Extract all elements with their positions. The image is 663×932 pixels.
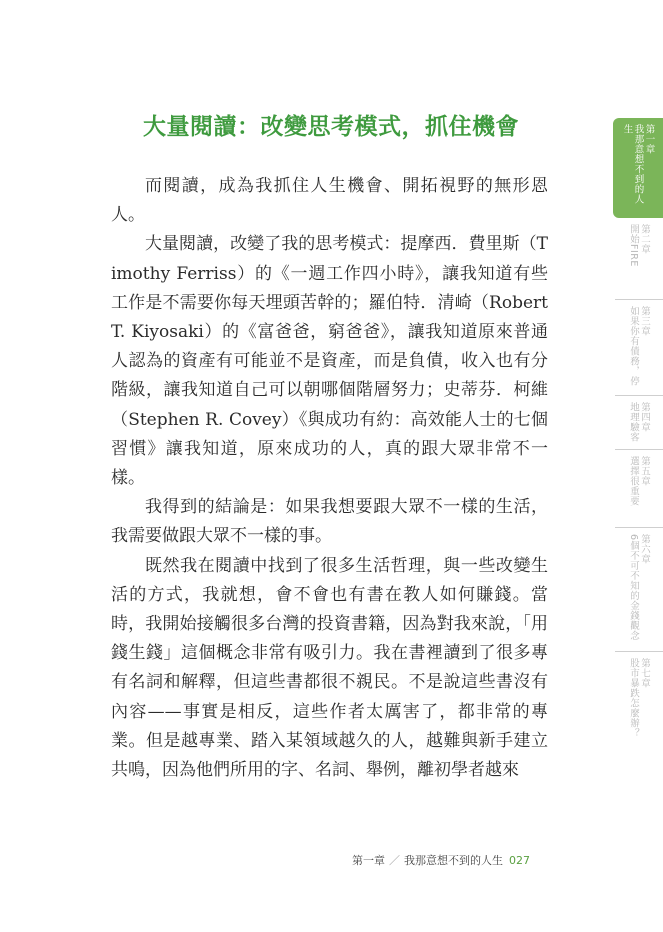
chapter-tab-title: 6個不可不知的金錢觀念 — [628, 534, 639, 641]
chapter-tab-number: 第三章 — [639, 306, 650, 336]
paragraph: 我得到的結論是：如果我想要跟大眾不一樣的生活，我需要做跟大眾不一樣的事。 — [111, 497, 548, 547]
chapter-tab-title: 選擇很重要 — [628, 456, 639, 506]
footer-chapter-title: 我那意想不到的人生 — [404, 854, 503, 867]
chapter-tab-title: 如果你有債務，停 — [628, 306, 639, 386]
chapter-tab-number: 第五章 — [639, 456, 650, 486]
chapter-tab-title: 地理驗客 — [628, 402, 639, 442]
section-title: 大量閱讀：改變思考模式，抓住機會 — [143, 113, 519, 140]
chapter-tab-number: 第六章 — [639, 534, 650, 564]
page-footer — [352, 852, 530, 868]
chapter-tab-3 — [615, 300, 663, 396]
page-number: 027 — [509, 854, 530, 867]
footer-separator: ／ — [389, 854, 400, 867]
paragraph: 而閱讀，成為我抓住人生機會、開拓視野的無形恩人。 — [111, 176, 548, 226]
chapter-tab-number: 第四章 — [639, 402, 650, 432]
footer-chapter: 第一章 — [352, 854, 385, 867]
chapter-tab-number: 第二章 — [639, 224, 650, 254]
chapter-tab-4 — [615, 396, 663, 450]
chapter-tab-number: 第一章 — [643, 124, 655, 154]
chapter-tab-1 — [613, 118, 663, 218]
chapter-tab-2 — [615, 218, 663, 300]
chapter-tab-title: 開始FIRE — [628, 224, 639, 267]
chapter-tab-title: 我那意想不到的人生 — [621, 124, 644, 204]
paragraph: 既然我在閱讀中找到了很多生活哲理，與一些改變生活的方式，我就想，會不會也有書在教人如何賺錢。當時，我開始接觸很多台灣的投資書籍，因為對我來說，「用錢生錢」這個概念非常有吸引力。我在書裡讀到了很多專有名詞和解釋，但這些書都很不親民。不是說這些書沒有內容——事實是相反，這些作者太厲害了，都非常的專業。但是越專業、踏入某領域越久的人，越難與新手建立共鳴，因為他們所用的字、名詞、舉例，離初學者越來 — [111, 555, 548, 781]
body-text — [111, 172, 548, 785]
chapter-tab-6 — [615, 528, 663, 652]
chapter-tab-title: 股市暴跌怎麼辦？ — [628, 658, 639, 738]
chapter-tab-5 — [615, 450, 663, 528]
chapter-tabs — [615, 118, 663, 748]
chapter-tab-number: 第七章 — [639, 658, 650, 688]
chapter-tab-7 — [615, 652, 663, 748]
paragraph: 大量閱讀，改變了我的思考模式：提摩西．費里斯（Timothy Ferriss）的《一週工作四小時》，讓我知道有些工作是不需要你每天埋頭苦幹的；羅伯特．清崎（Robert T. Kiyosaki）的《富爸爸，窮爸爸》，讓我知道原來普通人認為的資產有可能並不是資產，而是負債，收入也有分階級，讓我知道自己可以朝哪個階層努力；史蒂芬．柯維（Stephen R. Covey）《與成功有約：高效能人士的七個習慣》讓我知道，原來成功的人，真的跟大眾非常不一樣。 — [111, 234, 548, 489]
